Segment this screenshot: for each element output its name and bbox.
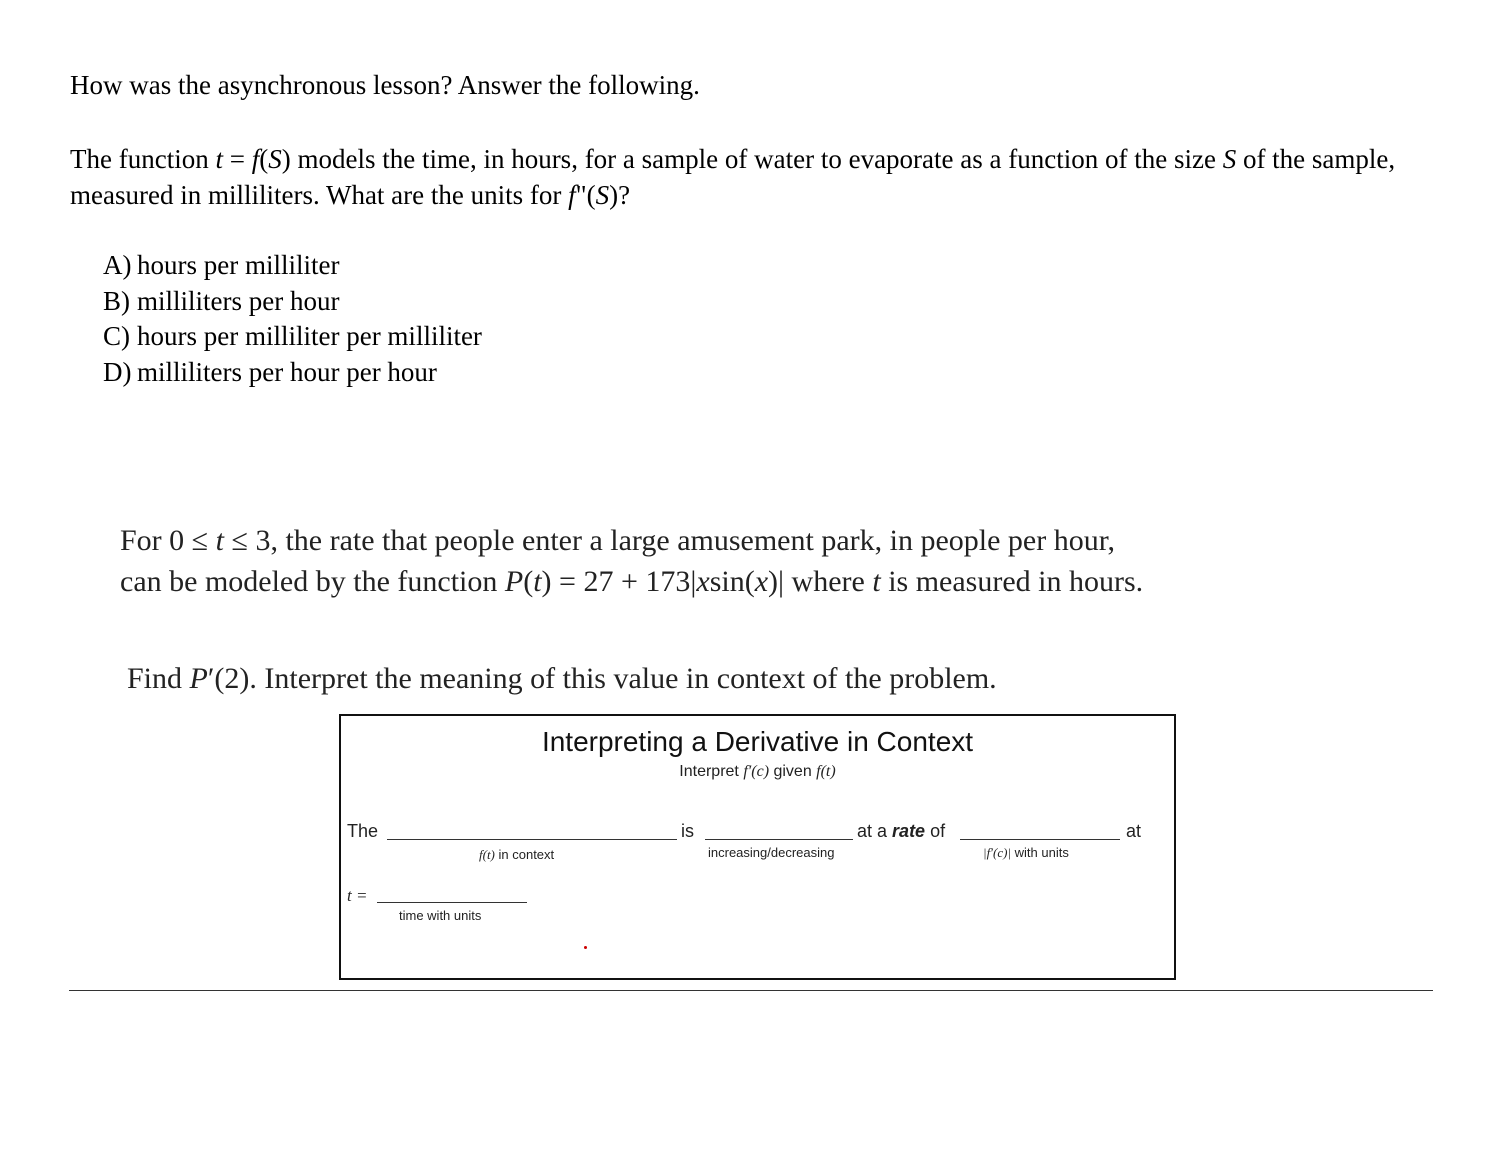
- choice-d[interactable]: D) milliliters per hour per hour: [103, 356, 437, 387]
- question-1-text: The function t = f(S) models the time, in hours, for a sample of water to evaporate as a function of the size S of the sample, measured in milliliters. What are the units for f"(S)?: [70, 144, 1396, 210]
- choice-a[interactable]: A) hours per milliliter: [103, 250, 340, 280]
- word-is: is: [681, 821, 694, 841]
- card-title: Interpreting a Derivative in Context: [541, 726, 974, 757]
- hint-rate: |f′(c)| with units: [983, 845, 1069, 860]
- problem-2-line-2: can be modeled by the function P(t) = 27 + 173|xsin(x)| where t is measured in hours.: [120, 565, 1144, 598]
- word-the: The: [347, 821, 379, 841]
- blank-time[interactable]: [377, 884, 527, 903]
- card-subtitle: Interpret f′(c) given f(t): [679, 763, 836, 780]
- blank-rate[interactable]: [960, 821, 1120, 840]
- phrase-at-a-rate-of: at a rate of: [857, 821, 946, 841]
- hint-direction: increasing/decreasing: [708, 845, 835, 860]
- answer-choices: [103, 248, 482, 390]
- t-equals-label: t =: [347, 886, 368, 905]
- blank-direction[interactable]: [705, 821, 853, 840]
- interpretation-template-card: [339, 714, 1176, 980]
- hint-quantity: f(t) in context: [479, 847, 555, 862]
- choice-b[interactable]: B) milliliters per hour: [103, 285, 340, 316]
- blank-quantity[interactable]: [387, 821, 677, 840]
- horizontal-rule: [69, 990, 1433, 991]
- problem-2-line-1: For 0 ≤ t ≤ 3, the rate that people enter a large amusement park, in people per hour,: [120, 524, 1116, 557]
- word-at: at: [1126, 821, 1142, 841]
- intro-text: How was the asynchronous lesson? Answer the following.: [70, 70, 700, 100]
- hint-time: time with units: [399, 908, 482, 923]
- problem-2-text: [120, 520, 1143, 602]
- choice-c[interactable]: C) hours per milliliter per milliliter: [103, 321, 482, 351]
- find-instruction: Find P′(2). Interpret the meaning of this value in context of the problem.: [127, 662, 997, 695]
- red-dot-mark: [584, 946, 587, 949]
